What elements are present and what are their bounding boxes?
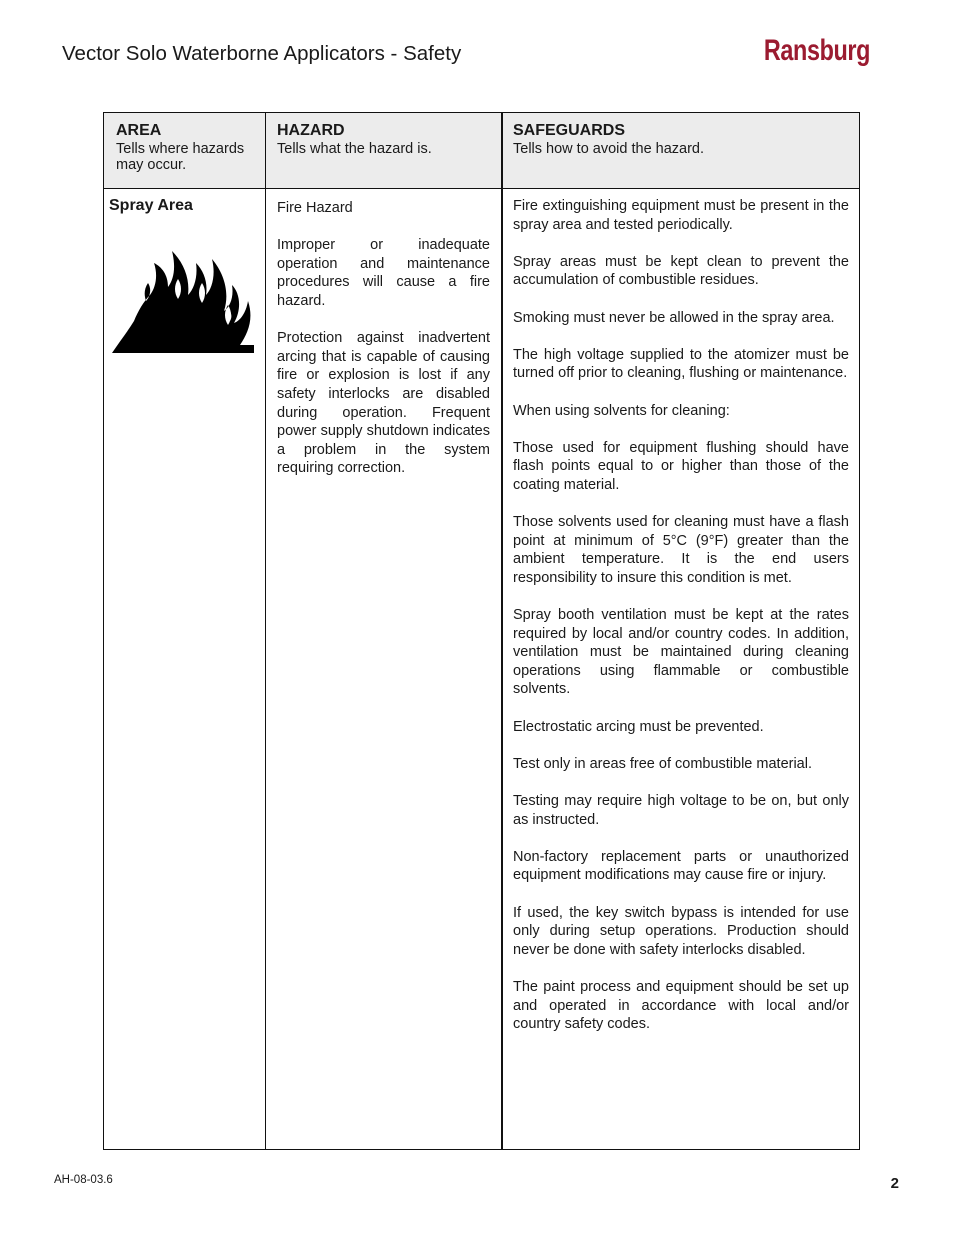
- safeguard-paragraph: Spray areas must be kept clean to prevent the accumulation of combustible residues.: [513, 253, 849, 289]
- page-number: 2: [890, 1175, 899, 1192]
- safeguard-paragraph: If used, the key switch bypass is intended for use only during setup operations. Production should never be done with safety interlocks disabled.: [513, 904, 849, 958]
- safeguard-paragraph: Testing may require high voltage to be on, but only as instructed.: [513, 793, 849, 828]
- document-code: AH-08-03.6: [54, 1174, 113, 1186]
- area-cell-spray-area: Spray Area: [109, 197, 193, 214]
- column-title: HAZARD: [277, 122, 345, 139]
- safeguard-paragraph: Smoking must never be allowed in the spray area.: [513, 309, 835, 326]
- safeguard-paragraph: Spray booth ventilation must be kept at the rates required by local and/or country codes. In addition, ventilation must be maintained during cleaning operations using flammable or combustible solvents.: [513, 607, 849, 698]
- safeguard-paragraph: The high voltage supplied to the atomizer must be turned off prior to cleaning, flushing or maintenance.: [513, 346, 849, 382]
- safeguard-paragraph: Fire extinguishing equipment must be present in the spray area and tested periodically.: [513, 198, 849, 233]
- hazard-paragraph: Fire Hazard: [277, 200, 353, 216]
- column-title: AREA: [116, 122, 162, 139]
- safeguard-paragraph: Electrostatic arcing must be prevented.: [513, 718, 764, 735]
- safeguard-paragraph: The paint process and equipment should be set up and operated in accordance with local and/or country safety codes.: [513, 978, 849, 1033]
- column-divider: [501, 113, 503, 1149]
- safeguard-paragraph: Non-factory replacement parts or unauthorized equipment modifications may cause fire or injury.: [513, 848, 849, 884]
- hazard-cell: [277, 199, 490, 497]
- table-header-row: [104, 113, 859, 189]
- safeguard-paragraph: Those solvents used for cleaning must have a flash point at minimum of 5°C (9°F) greater than the ambient temperature. It is the end users responsibility to insure this condition is met.: [513, 514, 849, 586]
- column-subtitle: Tells what the hazard is.: [277, 141, 432, 157]
- column-header-safeguards: [513, 123, 843, 157]
- safeguard-paragraph: Those used for equipment flushing should have flash points equal to or higher than those of the coating material.: [513, 439, 849, 493]
- column-subtitle: Tells how to avoid the hazard.: [513, 141, 705, 157]
- hazard-paragraph: Protection against inadvertent arcing that is capable of causing fire or explosion is lost if any safety interlocks are disabled during operation. Frequent power supply shutdown indicates a problem in the system requiring correction.: [277, 330, 490, 477]
- page-title: Vector Solo Waterborne Applicators - Safety: [62, 42, 462, 65]
- brand-logo: Ransburg: [763, 34, 870, 67]
- column-subtitle: Tells where hazards may occur.: [116, 141, 245, 173]
- safeguards-cell: [513, 197, 849, 1052]
- column-title: SAFEGUARDS: [513, 122, 626, 139]
- column-header-hazard: [277, 123, 492, 157]
- column-divider: [265, 113, 266, 1149]
- column-header-area: [116, 123, 258, 173]
- fire-icon: [112, 249, 254, 353]
- safeguard-paragraph: Test only in areas free of combustible material.: [513, 755, 812, 772]
- safety-table: [103, 112, 860, 1150]
- safeguard-paragraph: When using solvents for cleaning:: [513, 402, 730, 419]
- hazard-paragraph: Improper or inadequate operation and maintenance procedures will cause a fire hazard.: [277, 237, 490, 309]
